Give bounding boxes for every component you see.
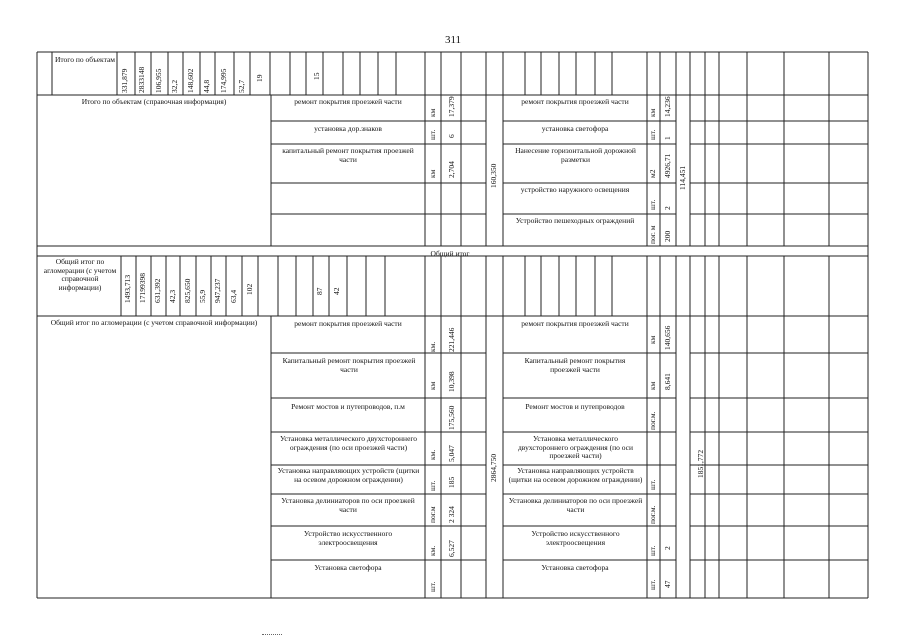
s4-right-total: 1851,772 [696, 449, 705, 478]
s4-right-item-unit: шт. [648, 479, 657, 490]
s4-left-item-qty: 221,446 [447, 327, 456, 352]
s3-value: 947,237 [213, 278, 222, 303]
s2-left-item-qty: 2,704 [447, 161, 456, 178]
footer-mark [262, 634, 282, 637]
s4-right-item-name: Установка металлического двухстороннего ограждения (по оси проезжей части) [517, 434, 633, 460]
s4-left-item-unit: км. [428, 341, 437, 352]
s2-right-item-unit: шт. [648, 129, 657, 140]
s4-left-item-unit: пог.м [428, 506, 437, 523]
s4-left-item-name: Установка металлического двухстороннего ограждения (по оси проезжей части) [279, 434, 418, 452]
s2-left-item-qty: 6 [447, 134, 456, 138]
s2-right-item-qty: 1 [663, 136, 672, 140]
s4-right-item-unit: км [648, 381, 657, 390]
s2-right-item-qty: 4926,71 [663, 153, 672, 178]
s2-right-total: 114,451 [678, 165, 687, 190]
s4-left-item-qty: 5,047 [447, 445, 456, 462]
s2-left-item-unit: км [428, 108, 437, 117]
s4-left-item-unit: шт. [428, 581, 437, 592]
s2-right-item-unit: пог. м [648, 225, 657, 244]
s4-right-item-qty: 47 [663, 580, 672, 588]
s4-right-item-name: Устройство искусственного электроосвещения [531, 529, 620, 547]
s4-left-item-qty: 6,527 [447, 540, 456, 557]
s1-value: 106,955 [154, 68, 163, 93]
s1-value: 19 [255, 74, 264, 82]
s1-value: 44,8 [202, 79, 211, 93]
s4-left-item-unit: км. [428, 449, 437, 460]
s4-left-item-qty: 2 324 [447, 506, 456, 523]
s3-value: 42 [332, 287, 341, 295]
s1-value: 331,879 [120, 68, 129, 93]
s4-right-item-qty: 2 [663, 546, 672, 550]
s3-value: 17199398 [138, 273, 147, 303]
s2-left-total: 160,350 [489, 163, 498, 188]
s1-value: 174,995 [219, 68, 228, 93]
s3-value: 87 [315, 287, 324, 295]
s4-right-item-unit: пог.м. [648, 505, 657, 524]
s4-right-item-unit: шт. [648, 579, 657, 590]
s4-right-item-qty: 140,656 [663, 325, 672, 350]
s4-left-item-name: ремонт покрытия проезжей части [294, 319, 402, 328]
s1-value: 2833148 [137, 66, 146, 93]
s4-right-item-unit: км [648, 335, 657, 344]
s4-left-item-name: Капитальный ремонт покрытия проезжей части [282, 356, 416, 374]
s2-right-item-name: ремонт покрытия проезжей части [521, 97, 629, 106]
s1-value: 52,7 [237, 79, 246, 93]
s4-right-item-qty: 8,641 [663, 373, 672, 390]
s3-value: 55,9 [198, 289, 207, 303]
s4-left-item-qty: 10,398 [447, 371, 456, 392]
s4-left-item-name: Установка направляющих устройств (щитки на осевом дорожном ограждении) [277, 466, 420, 484]
s2-right-item-qty: 2 [663, 206, 672, 210]
page-number: 311 [444, 34, 462, 46]
s4-right-item-unit: пог.м. [648, 411, 657, 430]
s4-left-total: 2864,750 [489, 453, 498, 482]
s3-value: 825,650 [183, 278, 192, 303]
s4-right-item-name: Установка светофора [541, 563, 609, 572]
s2-right-item-unit: м2 [648, 169, 657, 178]
s2-right-item-qty: 200 [663, 230, 672, 242]
s2-left-item-name: капитальный ремонт покрытия проезжей части [282, 146, 414, 164]
s4-left-item-qty: 185 [447, 476, 456, 488]
s4-left-item-unit: км [428, 381, 437, 390]
s4-left-item-name: Установка светофора [314, 563, 382, 572]
s1-value: 148,602 [186, 68, 195, 93]
general-total-header: Общий итог [430, 249, 470, 258]
s4-right-item-name: Капитальный ремонт покрытия проезжей части [524, 356, 626, 374]
s4-right-item-name: ремонт покрытия проезжей части [521, 319, 629, 328]
s4-right-item-name: Установка делиниаторов по оси проезжей части [508, 496, 643, 514]
s2-right-item-name: установка светофора [541, 124, 609, 133]
s4-left-item-qty: 175,560 [447, 405, 456, 430]
section3-label: Общий итог по агломерации (с учетом справочной информации) [43, 257, 117, 292]
s2-right-item-name: Нанесение горизонтальной дорожной разметки [515, 146, 636, 164]
section2-label: Итого по объектам (справочная информация) [81, 97, 227, 106]
s2-left-item-name: ремонт покрытия проезжей части [294, 97, 402, 106]
s2-left-item-qty: 17,379 [447, 96, 456, 117]
s3-value: 631,392 [153, 278, 162, 303]
s2-right-item-name: устройство наружного освещения [520, 185, 630, 194]
s4-left-item-unit: км. [428, 545, 437, 556]
s4-right-item-name: Установка направляющих устройств (щитки на осевом дорожном ограждении) [508, 466, 643, 484]
s1-value: 15 [312, 72, 321, 80]
s3-value: 63,4 [229, 289, 238, 303]
section4-label: Общий итог по агломерации (с учетом справочной информации) [50, 318, 258, 327]
s2-left-item-unit: шт. [428, 129, 437, 140]
s4-right-item-name: Ремонт мостов и путепроводов [525, 402, 625, 411]
s2-left-item-name: установка дор.знаков [314, 124, 382, 133]
s4-right-item-unit: шт. [648, 545, 657, 556]
s4-left-item-name: Ремонт мостов и путепроводов, п.м [291, 402, 405, 411]
s4-left-item-name: Устройство искусственного электроосвещения [303, 529, 393, 547]
s3-value: 1493,713 [123, 274, 132, 303]
section1-label: Итого по объектам [54, 55, 116, 64]
s3-value: 42,3 [168, 289, 177, 303]
s2-left-item-unit: км [428, 169, 437, 178]
s2-right-item-name: Устройство пешеходных ограждений [515, 216, 635, 225]
s4-left-item-unit: шт. [428, 480, 437, 491]
s2-right-item-unit: км [648, 108, 657, 117]
s1-value: 32,2 [170, 79, 179, 93]
s2-right-item-qty: 14,236 [663, 96, 672, 117]
s2-right-item-unit: шт. [648, 199, 657, 210]
s3-value: 102 [245, 283, 254, 295]
s4-left-item-name: Установка делиниаторов по оси проезжей части [281, 496, 415, 514]
